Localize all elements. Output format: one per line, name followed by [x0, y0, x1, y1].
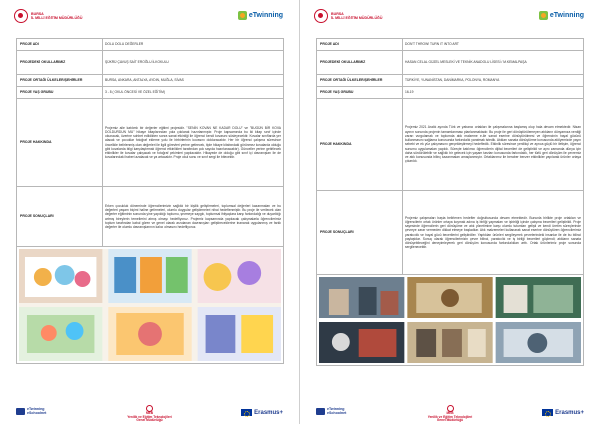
row-value: Projemiz çalışmaları başta belirlenen hedefler doğrultusunda devam etmektedir. Bununla birlikte proje ortakları ve öğrencilerin ortak ürünler ortaya koymak adına iş birliği yapmaları ve işbirliği içinde çalışma becerileri geliştirildi. Proje sayesinde öğrencilerin geri dönüşüme ve atık yönetimine karşı olumlu tutumları gelişti ve kendi üretim süreçlerinde çevreye zarar vermeden dikkat etmeye başladılar. Atık malzemeleri kullanarak sanat eserine dönüştüren öğrencilerimiz yaratıcılık ve hayal gücü becerilerini geliştirdiler. Yaptıkları ürünleri sergileyerek çevrelerindeki insanlar ile de bu bilinci paylaştılar. Sonuç olarak öğrencilerimizin çevre bilinci, yaratıcılık ve iş birliği becerileri güçlendi; atıkların sanata dönüşebileceğini deneyimleyerek geri dönüşüm konusunda farkındalıkları arttı. Ortak ürünlerimiz proje sonunda sergilenecektir. — [403, 191, 584, 275]
row-key: PROJE SONUÇLARI — [317, 191, 403, 275]
row-key: PROJE YAŞ GRUBU — [317, 87, 403, 99]
meb-logo-text: BURSA İL MİLLİ EĞİTİM MÜDÜRLÜĞÜ — [31, 11, 83, 20]
erasmus-logo — [542, 409, 584, 416]
eschoolnet-logo — [16, 407, 46, 415]
project-page-right — [300, 0, 600, 424]
page-footer — [300, 402, 600, 424]
meb-seal-icon — [314, 9, 328, 23]
erasmus-text: Erasmus+ — [254, 409, 283, 416]
project-info-table — [16, 38, 284, 364]
meb-footer-text: MEB Yenilik ve Eğitim Teknolojileri Genel Müdürlüğü — [127, 411, 172, 423]
collage-photo-image — [19, 249, 281, 361]
row-value: 16-19 — [403, 87, 584, 99]
row-key: PROJE SONUÇLARI — [17, 187, 103, 247]
photo-cell — [317, 275, 584, 366]
meb-footer-logo — [415, 405, 485, 423]
page-footer — [0, 402, 299, 424]
etwinning-icon — [238, 11, 247, 20]
meb-footer-text: MEB Yenilik ve Eğitim Teknolojileri Genel Müdürlüğü — [427, 411, 473, 423]
row-value: Erken çocukluk döneminde öğrencilerimizin sağlıklı bir kişilik geliştirmeleri, toplumsal değerleri kazanmaları ve bu değerleri yaşam biçimi haline getirmeleri, olumlu duygular geliştirmeleri nihai hedeflenmiştir. Bu proje ile verilecek olan değerler eğitiminin sonunda yine yapıldığı toplumu, şevmeye saygılı, toplumsal ihtiyaçlara karşı farkındalığı ve duyarlılığı artmış bireylerin temellerini atmış olmayı hedefliyoruz. Projemiz kapsamında yapılacak çalışmalarla öğrencilerimiz toplum tarafından kabul gören ve genel olarak arzulanan davranışları geliştireceklerine inanarak uygulanmış ve farklı değerler ile olumlu davranışlarının kalıcı olmasını hedefliyoruz. — [103, 187, 284, 247]
row-value: ŞÜKRÜ ÇAVUŞ SAİT EROĞLU İLKOKULU — [103, 51, 284, 75]
etwinning-logo — [539, 11, 584, 20]
erasmus-text: Erasmus+ — [555, 409, 584, 416]
row-key: PROJE ADI — [17, 39, 103, 51]
row-key: PROJE HAKKINDA — [17, 99, 103, 187]
meb-logo — [14, 9, 91, 23]
photo-cell — [17, 247, 284, 364]
eschoolnet-logo — [316, 407, 346, 415]
row-value: DOLU DOLU DEĞERLER — [103, 39, 284, 51]
row-value: HASAN CELAL GÜZEL MESLEKİ VE TEKNİK ANADOLU LİSESİ / M.KEMALPAŞA — [403, 51, 584, 75]
page-header — [300, 0, 600, 34]
eu-flag-icon — [241, 409, 252, 416]
row-key: PROJE ORTAĞI ÜLKELER/ŞEHİRLER — [317, 75, 403, 87]
row-value: 3 - 8 ( OKUL ÖNCESİ VE ÖZEL EĞİTİM) — [103, 87, 284, 99]
row-key: PROJE ADI — [317, 39, 403, 51]
eschoolnet-icon — [316, 408, 325, 415]
row-key: PROJE YAŞ GRUBU — [17, 87, 103, 99]
project-photo-collage — [19, 249, 281, 361]
eschoolnet-icon — [16, 408, 25, 415]
row-key: PROJE HAKKINDA — [317, 99, 403, 191]
etwinning-logo — [238, 11, 283, 20]
row-key: PROJE ORTAĞI ÜLKELER/ŞEHİRLER — [17, 75, 103, 87]
page-header — [0, 0, 299, 34]
eschoolnet-text: eTwinning eSchoolnet — [327, 407, 347, 415]
etwinning-text: eTwinning — [248, 12, 283, 19]
row-value: BURSA, ANKARA, ANTALYA, AYDIN, MUĞLA, SİVAS — [103, 75, 284, 87]
meb-footer-logo — [115, 405, 185, 423]
row-key: PROJEDEKİ OKULLARIMIZ — [317, 51, 403, 75]
row-value: Projemiz 2021 Aralık ayında Türk ve yabancı ortakları ile çalışmalarına başlamış olup hala devam etmektedir. Nisan ayının sonunda projenin tamamlanması planlanmaktadır. Bu proje ile geri dönüştürülemeyen atıkların dünyamıza verdiği zararı vurgulamak ve toplumda atık malzeme e-ile sanat eserine dönüştürülmesi ve öğrencinin hayal gücünü kullanmasını sağlama konusunda farkındalık yaratmak istedik. Atıkları sanata dönüştürme konusunda atölyemizde yayın sebebi ve ek yüz çalışmasını gerçekleştirmeyi hedefledik. Etkinlik süresince yenilikçi ve ayrıca güçlü bir iletişim, öğrenci sunumu uygulamaları yapıldı. Süreçte katılımcı öğrencilerin dijital becerileri de geliştirildi ve aynı zamanda dünya için daha sürdürülebilir ve sağlıklı bir gelecek için yaşam tarzları konusunda farkındalık, her türlü geri dönüşüm ile çevremiz ve atık konusunda bilinç kazanmaları amaçlanmıştır. Ortaklarımız ile beraber benzer etkinlikler yapılarak ürünler ortaya çıkarıldı. — [403, 99, 584, 191]
etwinning-text: eTwinning — [549, 12, 584, 19]
meb-logo-text: BURSA İL MİLLİ EĞİTİM MÜDÜRLÜĞÜ — [331, 11, 383, 20]
eu-flag-icon — [542, 409, 553, 416]
row-value: TÜRKİYE, YUNANİSTAN, DANİMARKA, POLONYA, ROMANYA — [403, 75, 584, 87]
project-info-table — [316, 38, 584, 366]
meb-logo — [314, 9, 391, 23]
photo-grid-image — [319, 277, 581, 363]
eschoolnet-text: eTwinning eSchoolnet — [27, 407, 47, 415]
project-photo-grid — [319, 277, 581, 363]
erasmus-logo — [241, 409, 283, 416]
row-value: Projemiz aile katılımlı bir değerler eğitimi projesidir. "SENİN KOVAN NE KADAR DOLU" ve "BUGÜN BİR KOVA DOLDURDUN MU" hikaye kitaplarından yola çıkılarak hazırlanmıştır. Proje kapsamında bu iki kitap sınıf içinde okunacak, üzerine sohbet edildikten sonra sanat etkinliği ile öğrenci kendi kovasını süsleyecektir. Kovalar sınıflarda yer alacak ve çocuklar fotoğraf ekleme yolu ile birbirlerinin kovasını dolduracaktır. Her bir öğrenci çalışma süresince öncelikle belirlenmiş olan değerleri ile ilgili görevleri yerine getirecek, tiple hikaye kitabındaki görünmez kovalarda olduğu gibi kovalarda bilgi karşılaştırmalı öğrenci etkinlikleri tarafından çok sayıda hazırlanacaktır). Günceller yerine getirilecek etkinlikler ile kovalar çalışacak ve fotoğraf çekimleri yapılacaktır. Hikayede de olduğu gibi sınıf içi davranışları ile de kovalarındaki haberi azalacak ve ya artacaktır. Proje okul sonu ve sınıf sergi ile bitecektir. — [103, 99, 284, 187]
meb-seal-icon — [14, 9, 28, 23]
row-value: DON'T THROW! TURN IT INTO ART — [403, 39, 584, 51]
row-key: PROJEDEKİ OKULLARIMIZ — [17, 51, 103, 75]
etwinning-icon — [539, 11, 548, 20]
